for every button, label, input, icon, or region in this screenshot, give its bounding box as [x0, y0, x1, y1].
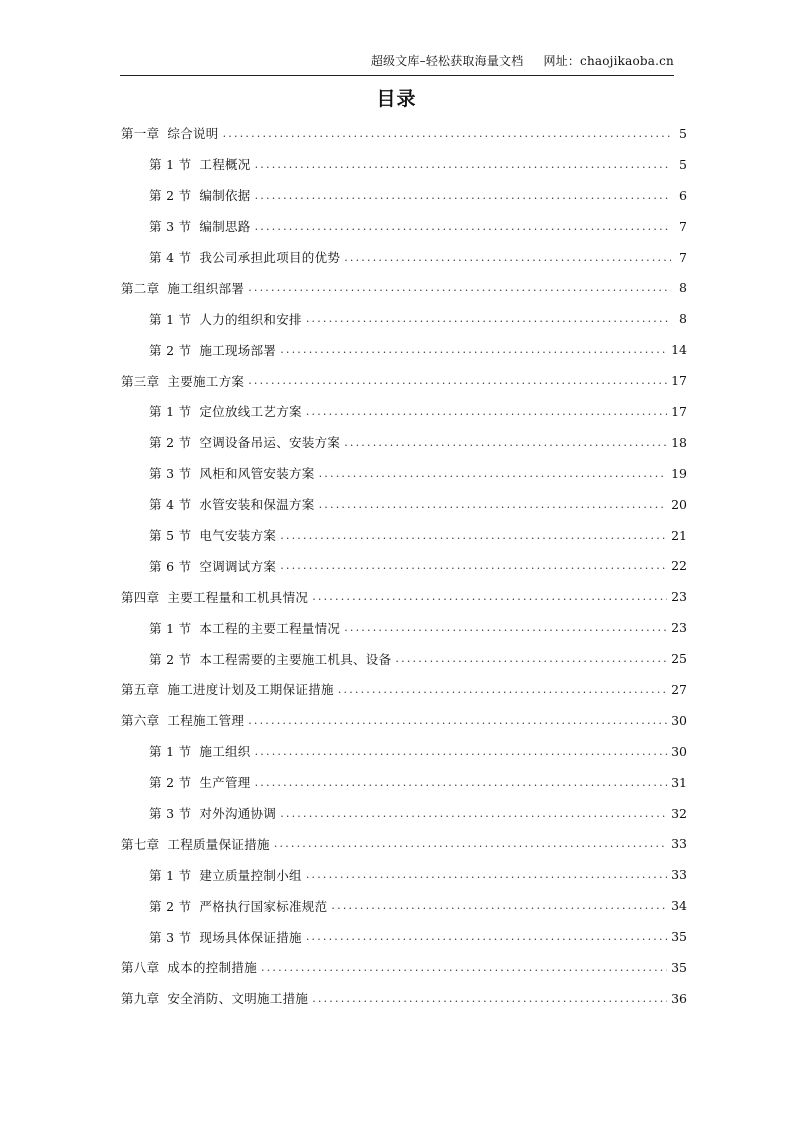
- toc-dot-leader: [274, 837, 667, 850]
- toc-page-number: 33: [671, 867, 687, 883]
- toc-section-entry[interactable]: [121, 890, 687, 921]
- toc-entry-number: 第 3 节: [149, 219, 192, 235]
- toc-page-number: 8: [679, 311, 687, 327]
- page-header: [120, 52, 674, 76]
- toc-page-number: 6: [679, 187, 687, 203]
- toc-entry-title: 人力的组织和安排: [199, 311, 302, 327]
- toc-dot-leader: [312, 992, 667, 1005]
- toc-entry-title: 主要工程量和工机具情况: [167, 589, 309, 605]
- toc-page-number: 30: [671, 743, 687, 759]
- toc-entry-title: 安全消防、文明施工措施: [167, 991, 309, 1007]
- toc-page-number: 23: [671, 589, 687, 605]
- toc-page-number: 14: [671, 342, 687, 358]
- toc-page-number: 7: [679, 218, 687, 234]
- toc-entry-label: [121, 680, 334, 698]
- toc-section-entry[interactable]: [121, 180, 687, 211]
- toc-entry-number: 第七章: [121, 836, 160, 852]
- toc-entry-number: 第 1 节: [149, 404, 192, 420]
- toc-entry-title: 水管安装和保温方案: [199, 497, 315, 513]
- toc-page-number: 25: [671, 651, 687, 667]
- toc-entry-label: [149, 248, 340, 266]
- toc-entry-label: [149, 650, 391, 668]
- toc-entry-label: [121, 372, 244, 390]
- toc-dot-leader: [255, 158, 671, 171]
- toc-dot-leader: [261, 961, 667, 974]
- toc-page-number: 7: [679, 249, 687, 265]
- toc-page-number: 20: [671, 496, 687, 512]
- toc-entry-label: [121, 124, 219, 142]
- toc-entry-number: 第 3 节: [149, 466, 192, 482]
- toc-entry-number: 第 1 节: [149, 311, 192, 327]
- toc-entry-label: [149, 495, 315, 513]
- toc-dot-leader: [255, 220, 671, 233]
- toc-section-entry[interactable]: [121, 396, 687, 427]
- toc-page-number: 33: [671, 836, 687, 852]
- toc-entry-title: 空调调试方案: [199, 558, 277, 574]
- toc-page-number: 23: [671, 620, 687, 636]
- table-of-contents: [121, 118, 687, 1014]
- toc-entry-number: 第 2 节: [149, 898, 192, 914]
- toc-entry-title: 现场具体保证措施: [199, 929, 302, 945]
- toc-dot-leader: [280, 559, 667, 572]
- toc-entry-label: [149, 557, 276, 575]
- toc-entry-number: 第六章: [121, 713, 160, 729]
- toc-chapter-entry[interactable]: [121, 581, 687, 612]
- toc-dot-leader: [280, 343, 667, 356]
- toc-entry-title: 施工组织部署: [167, 280, 245, 296]
- toc-section-entry[interactable]: [121, 149, 687, 180]
- toc-entry-title: 施工现场部署: [199, 342, 277, 358]
- toc-entry-label: [149, 402, 302, 420]
- toc-page-number: 27: [671, 681, 687, 697]
- toc-dot-leader: [255, 776, 667, 789]
- toc-entry-number: 第 2 节: [149, 188, 192, 204]
- header-site-url[interactable]: 网址：chaojikaoba.cn: [543, 54, 674, 68]
- toc-page-number: 17: [671, 403, 687, 419]
- toc-entry-label: [149, 310, 302, 328]
- toc-entry-title: 本工程需要的主要施工机具、设备: [199, 651, 392, 667]
- toc-dot-leader: [306, 405, 667, 418]
- toc-entry-title: 严格执行国家标准规范: [199, 898, 328, 914]
- toc-dot-leader: [248, 374, 667, 387]
- toc-page-number: 19: [671, 465, 687, 481]
- toc-page-number: 18: [671, 434, 687, 450]
- toc-dot-leader: [344, 621, 667, 634]
- toc-entry-title: 工程质量保证措施: [167, 836, 270, 852]
- toc-dot-leader: [280, 529, 667, 542]
- toc-dot-leader: [319, 467, 667, 480]
- toc-entry-number: 第 1 节: [149, 744, 192, 760]
- header-slogan: 超级文库–轻松获取海量文档: [370, 54, 524, 68]
- toc-section-entry[interactable]: [121, 798, 687, 829]
- toc-entry-number: 第 3 节: [149, 806, 192, 822]
- toc-entry-title: 成本的控制措施: [167, 960, 258, 976]
- toc-entry-number: 第 5 节: [149, 528, 192, 544]
- toc-chapter-entry[interactable]: [121, 705, 687, 736]
- toc-section-entry[interactable]: [121, 427, 687, 458]
- toc-entry-label: [121, 989, 308, 1007]
- toc-chapter-entry[interactable]: [121, 952, 687, 983]
- toc-section-entry[interactable]: [121, 489, 687, 520]
- toc-page-number: 31: [671, 774, 687, 790]
- toc-entry-title: 工程施工管理: [167, 713, 245, 729]
- toc-entry-label: [121, 958, 257, 976]
- toc-section-entry[interactable]: [121, 550, 687, 581]
- toc-section-entry[interactable]: [121, 859, 687, 890]
- toc-section-entry[interactable]: [121, 520, 687, 551]
- toc-section-entry[interactable]: [121, 612, 687, 643]
- toc-entry-label: [149, 619, 340, 637]
- toc-chapter-entry[interactable]: [121, 674, 687, 705]
- toc-entry-title: 建立质量控制小组: [199, 867, 302, 883]
- toc-entry-number: 第三章: [121, 373, 160, 389]
- toc-entry-title: 我公司承担此项目的优势: [199, 250, 341, 265]
- toc-entry-title: 电气安装方案: [199, 528, 277, 544]
- toc-section-entry[interactable]: [121, 334, 687, 365]
- toc-entry-number: 第 4 节: [149, 497, 192, 513]
- toc-dot-leader: [255, 189, 671, 202]
- toc-entry-title: 风柜和风管安装方案: [199, 466, 315, 482]
- toc-entry-number: 第 4 节: [149, 250, 192, 265]
- toc-entry-number: 第 1 节: [149, 157, 192, 173]
- toc-page-number: 35: [671, 959, 687, 975]
- toc-entry-label: [121, 835, 270, 853]
- toc-section-entry[interactable]: [121, 211, 687, 242]
- toc-page-number: 8: [679, 280, 687, 296]
- toc-entry-number: 第二章: [121, 280, 160, 296]
- toc-entry-number: 第 1 节: [149, 620, 192, 636]
- toc-entry-title: 生产管理: [199, 775, 251, 791]
- toc-entry-number: 第 6 节: [149, 558, 192, 574]
- toc-page-number: 21: [671, 527, 687, 543]
- toc-entry-title: 定位放线工艺方案: [199, 404, 302, 420]
- toc-entry-title: 对外沟通协调: [199, 806, 277, 822]
- toc-dot-leader: [319, 498, 667, 511]
- toc-entry-number: 第 1 节: [149, 867, 192, 883]
- toc-entry-label: [149, 433, 340, 451]
- toc-dot-leader: [280, 807, 667, 820]
- toc-section-entry[interactable]: [121, 458, 687, 489]
- toc-page-number: 17: [671, 373, 687, 389]
- toc-entry-label: [149, 526, 276, 544]
- toc-dot-leader: [331, 899, 667, 912]
- toc-dot-leader: [248, 281, 671, 294]
- toc-page-number: 22: [671, 558, 687, 574]
- toc-dot-leader: [255, 745, 667, 758]
- toc-page-number: 36: [671, 990, 687, 1006]
- toc-dot-leader: [395, 652, 667, 665]
- toc-entry-label: [149, 773, 251, 791]
- toc-entry-number: 第九章: [121, 991, 160, 1007]
- toc-dot-leader: [306, 930, 667, 943]
- toc-entry-title: 本工程的主要工程量情况: [199, 620, 341, 636]
- toc-entry-number: 第一章: [121, 126, 160, 142]
- toc-entry-label: [149, 341, 276, 359]
- toc-title: 目录: [376, 88, 417, 110]
- toc-entry-title: 工程概况: [199, 157, 251, 173]
- toc-entry-title: 施工组织: [199, 744, 251, 760]
- toc-entry-title: 编制依据: [199, 188, 251, 204]
- toc-entry-label: [121, 711, 244, 729]
- toc-section-entry[interactable]: [121, 303, 687, 334]
- toc-entry-number: 第 2 节: [149, 435, 192, 451]
- toc-dot-leader: [338, 683, 667, 696]
- toc-section-entry[interactable]: [121, 767, 687, 798]
- toc-page-number: 5: [679, 125, 687, 141]
- toc-dot-leader: [344, 251, 671, 264]
- toc-entry-label: [149, 897, 327, 915]
- toc-entry-number: 第 2 节: [149, 342, 192, 358]
- toc-entry-label: [149, 866, 302, 884]
- toc-entry-title: 主要施工方案: [167, 373, 245, 389]
- toc-chapter-entry[interactable]: [121, 828, 687, 859]
- toc-chapter-entry[interactable]: [121, 272, 687, 303]
- toc-section-entry[interactable]: [121, 242, 687, 273]
- toc-entry-label: [149, 742, 251, 760]
- toc-dot-leader: [306, 312, 671, 325]
- toc-section-entry[interactable]: [121, 736, 687, 767]
- toc-dot-leader: [306, 868, 667, 881]
- toc-entry-title: 综合说明: [167, 126, 219, 142]
- toc-chapter-entry[interactable]: [121, 365, 687, 396]
- toc-entry-label: [149, 155, 251, 173]
- toc-entry-label: [149, 217, 251, 235]
- toc-dot-leader: [312, 590, 667, 603]
- toc-section-entry[interactable]: [121, 921, 687, 952]
- toc-chapter-entry[interactable]: [121, 983, 687, 1014]
- toc-entry-number: 第四章: [121, 589, 160, 605]
- toc-entry-number: 第 2 节: [149, 775, 192, 791]
- toc-section-entry[interactable]: [121, 643, 687, 674]
- toc-page-number: 35: [671, 929, 687, 945]
- toc-entry-number: 第五章: [121, 682, 160, 698]
- toc-page-number: 5: [679, 156, 687, 172]
- toc-entry-title: 编制思路: [199, 219, 251, 235]
- toc-entry-label: [149, 464, 315, 482]
- toc-dot-leader: [223, 127, 671, 140]
- toc-entry-number: 第 2 节: [149, 651, 192, 667]
- toc-entry-label: [121, 588, 308, 606]
- toc-dot-leader: [248, 714, 667, 727]
- toc-page-number: 34: [671, 898, 687, 914]
- toc-entry-label: [149, 804, 276, 822]
- toc-entry-number: 第 3 节: [149, 929, 192, 945]
- toc-entry-number: 第八章: [121, 960, 160, 976]
- toc-entry-label: [149, 186, 251, 204]
- toc-page-number: 30: [671, 712, 687, 728]
- toc-chapter-entry[interactable]: [121, 118, 687, 149]
- toc-entry-label: [149, 928, 302, 946]
- toc-page-number: 32: [671, 805, 687, 821]
- toc-entry-label: [121, 279, 244, 297]
- toc-dot-leader: [344, 436, 667, 449]
- toc-entry-title: 施工进度计划及工期保证措施: [167, 682, 334, 698]
- toc-entry-title: 空调设备吊运、安装方案: [199, 435, 341, 451]
